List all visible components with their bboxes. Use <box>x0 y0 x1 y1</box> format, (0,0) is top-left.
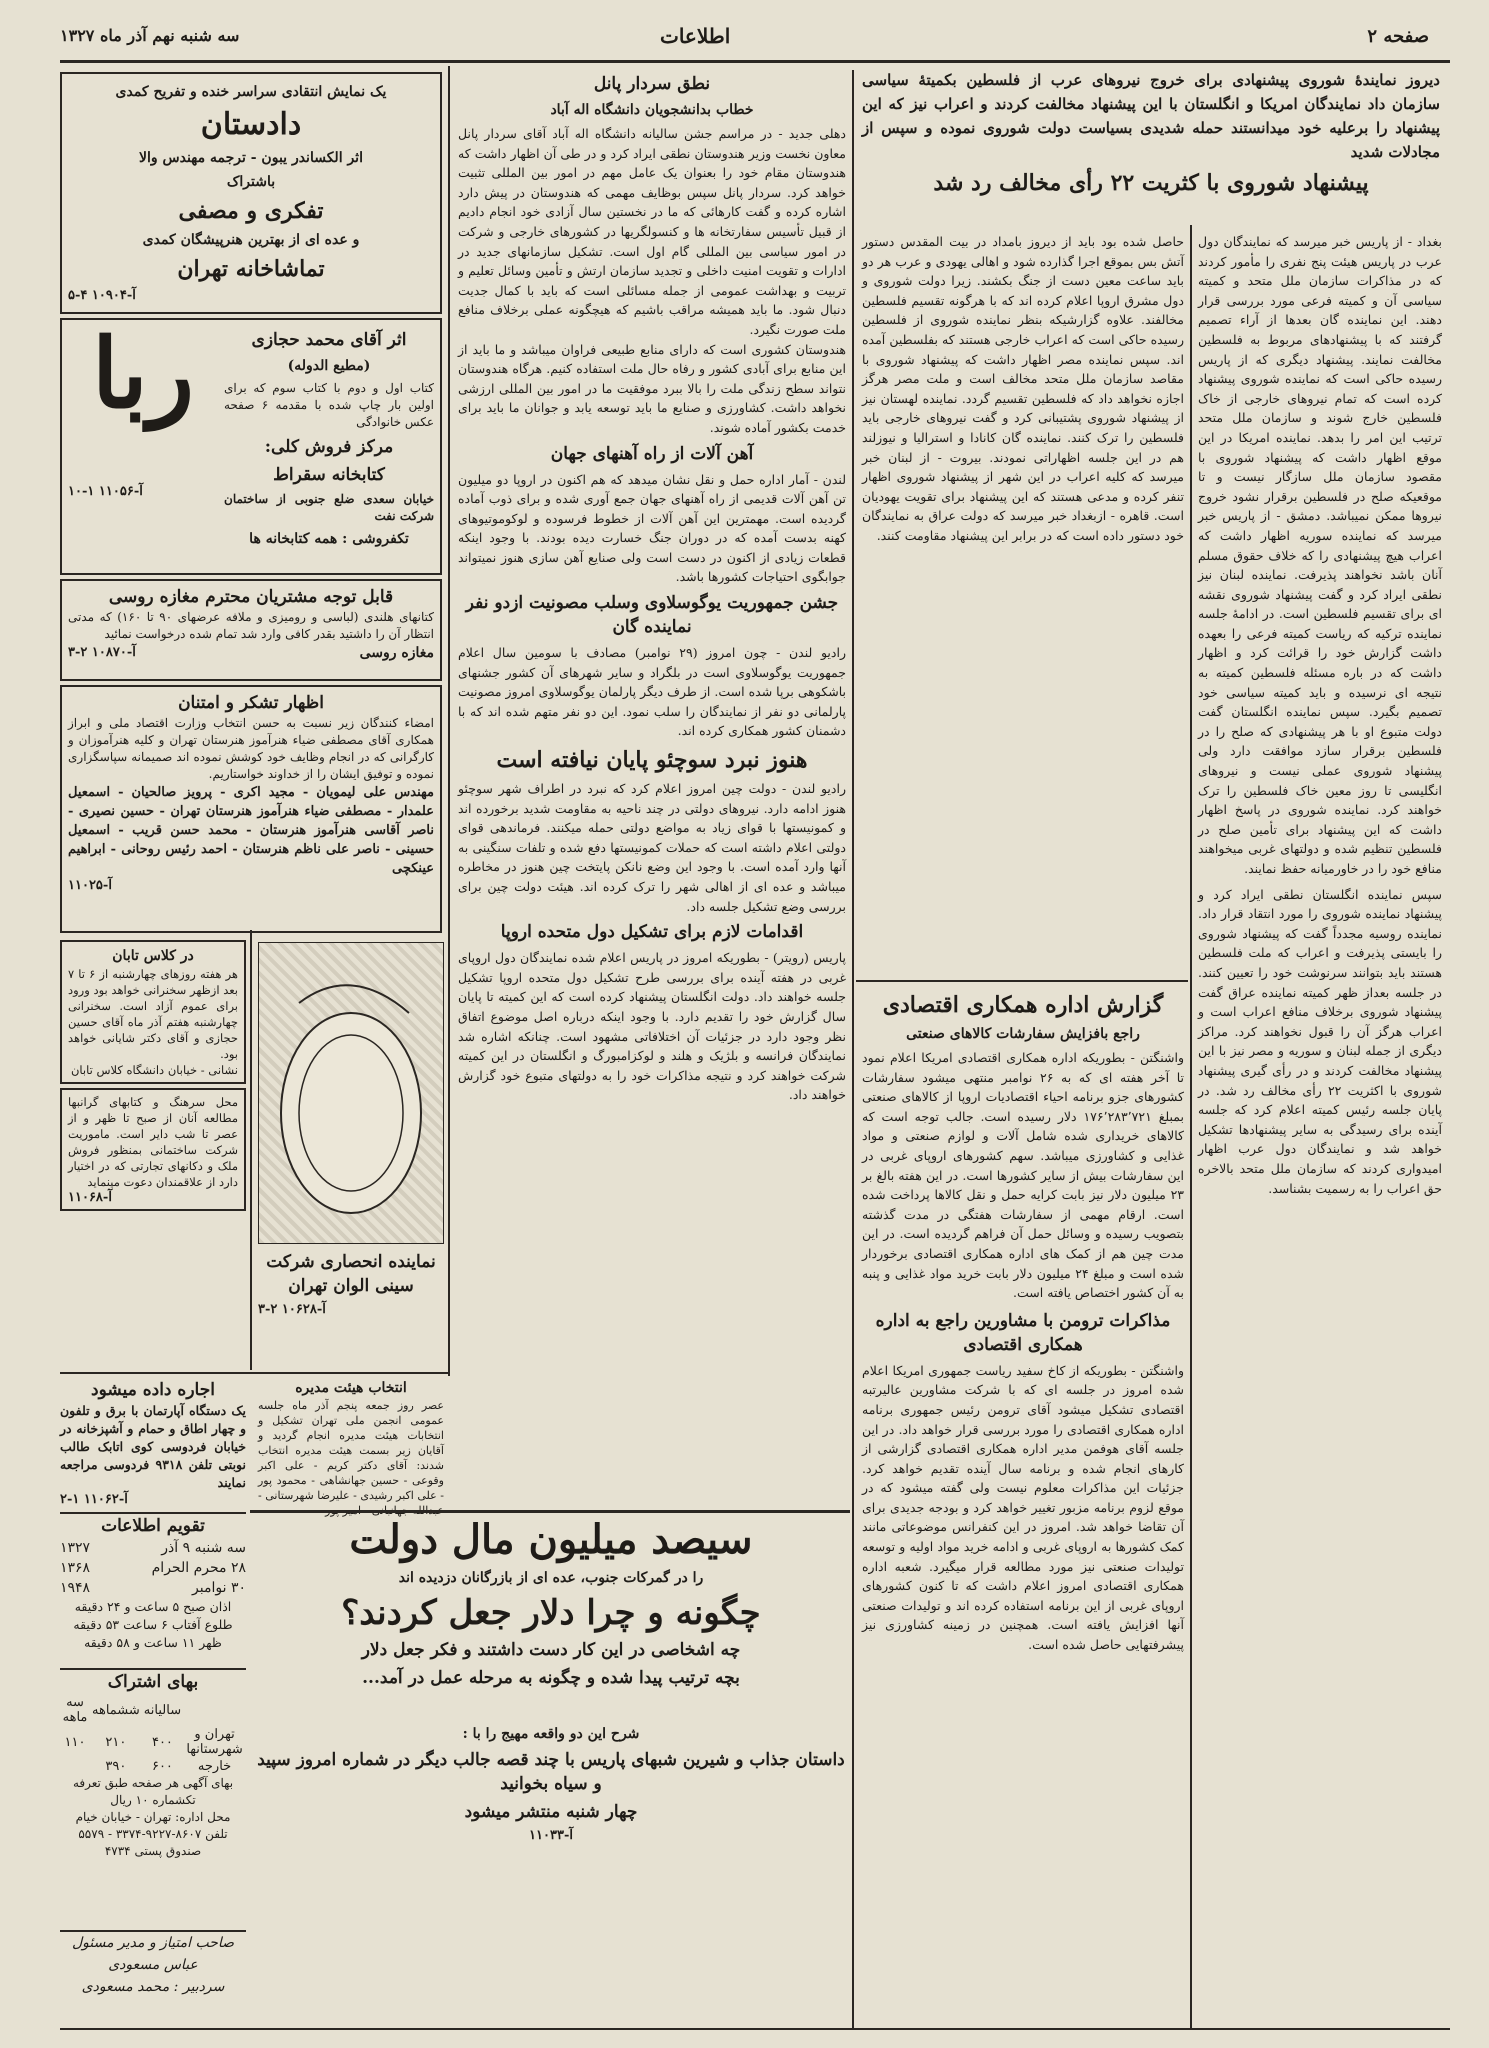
calendar-row-2 <box>60 1578 246 1598</box>
big-ad-code: آ-۱۱۰۳۳ <box>529 1828 573 1843</box>
econ-body: واشنگتن - بطوریکه اداره همکاری اقتصادی امریکا اعلام نمود تا آخر هفته ای که به ۲۶ نوامبر منتهی میشود سفارشات کشورهای جزو برنامه احیاء اقتصادیات اروپا از کالاهای صنعتی بمبلغ ۱۷۶٬۲۸۳٬۷۲۱ دلار رسیده است. جالب توجه است که کالاهای خریداری شده شامل آلات و لوازم صنعتی و مواد غذایی و کشاورزی میباشد. سهم کشورهای اروپای غربی در این سفارشات بیش از سایر کشورها است. در این هفته بالغ بر ۲۳ میلیون دلار نیز بابت کرایه حمل و نقل کالاها پرداخت شده است. ارقام مهمی از سفارشات هفتگی در مدت گذشته بتصویب رسیده و وسائل حمل آن فراهم گردیده است. در این مدت چین هم از کمک های اداره همکاری اقتصادی برخوردار شده است و مبلغ ۲۴ میلیون دلار بابت خرید مواد غذایی و پنبه به آن کشور اختصاص یافته است. <box>862 1050 1184 1301</box>
lead-headline: پیشنهاد شوروی با کثریت ۲۲ رأی مخالف رد شد <box>933 170 1369 196</box>
tray-illustration <box>258 942 444 1244</box>
subscription-row <box>60 1726 246 1758</box>
col-sep-2 <box>852 70 854 2030</box>
calendar-sunrise: طلوع آفتاب ۶ ساعت ۵۳ دقیقه <box>73 1617 233 1632</box>
sub-cell: ۳۹۰ <box>105 1759 127 1774</box>
col-sep-4 <box>250 930 252 1370</box>
right-body-1: بغداد - از پاریس خبر میرسد که نمایندگان دول عرب در پاریس هیئت پنج نفری را مأمور کردند که در مذاکرات سازمان ملل متحد و کمیته سیاسی آن و کمیته فرعی مورد بررسی قرار دهند. این نماینده گان بعدها از آراء تصمیم گرفتند که با پیشنهادهای مربوط به فلسطین مخالفت نمایند. پیشنهاد دیگری که از پاریس رسیده حاکی است که نماینده شوروی پیشنهاد کرده است که تمام نیروهای خارجی از خاک فلسطین خارج شوند و سازمان ملل متحد ترتیب این امر را بدهد. نماینده امریکا در این موقع اظهار داشت که پیشنهاد شوروی با مقصود سازمان ملل سازگار نیست و تا موقعیکه صلح در فلسطین برقرار نشود خروج نیروها ممکن نمیباشد. دمشق - از پاریس خبر میرسد که نماینده سوریه اظهار داشت که اعراب هیچ پیشنهادی را که خلاف حقوق مسلم آنان باشد نخواهند پذیرفت. نماینده لبنان نیز نطقی ایراد کرد و گفت پیشنهاد شوروی نقشه ای برای تقسیم فلسطین است. در ادامهٔ جلسه نماینده ترکیه که ریاست کمیته فرعی را بعهده داشت گزارش خود را قرائت کرد و اظهار داشت که در باره مسئله فلسطین کمیته به نتیجه ای نرسیده و باید کمیته سیاسی خود تصمیم بگیرد. سپس نماینده انگلستان گفت دولت متبوع او با هر پیشنهادی که صلح را در فلسطین برقرار سازد موافقت دارد ولی پیشنهاد شوروی عملی نیست و نیروهای انگلیسی تا روز معین خاک فلسطین را ترک خواهند کرد. نماینده شوروی در پاسخ اظهار داشت که این پیشنهاد برای تأمین صلح در فلسطین تنظیم شده و دولتهای غربی میخواهند منافع خود را در خاورمیانه حفظ نمایند. <box>1198 234 1442 876</box>
mid-body-4: رادیو لندن - دولت چین امروز اعلام کرد که نبرد در اطراف شهر سوچئو هنوز ادامه دارد. نیروهای دولتی در چند ناحیه به مقاومت شدید برخورده اند و کمونیستها با قوای زیاد به مواضع دولتی حمله میکنند. فرماندهی قوای دولتی اعلام داشته است که حملات کمونیستها دفع شده و تلفات سنگینی به آنها وارد آمده است. با وجود این وضع نانکن پایتخت چین هنوز در مخاطره میباشد و عده ای از اهالی شهر را ترک کرده اند. هیئت دولت چین برای بررسی وضع تشکیل جلسه داد. <box>458 781 846 914</box>
ad-reba-center: کتابخانه سقراط <box>273 465 385 485</box>
calendar-noon: ظهر ۱۱ ساعت و ۵۸ دقیقه <box>84 1635 222 1650</box>
ad-dadestan <box>60 72 442 314</box>
page-number: صفحه ۲ <box>1367 26 1429 47</box>
page-bottom-rule <box>60 2028 1450 2030</box>
ad-reba-publisher: (مطیع الدوله) <box>287 358 371 374</box>
lead-intro: دیروز نمایندهٔ شوروی پیشنهادی برای خروج نیروهای عرب از فلسطین بکمیتهٔ سیاسی سازمان داد نمایندگان امریکا و انگلستان با این پیشنهاد مخالفت کردند و اعراب نیز که این پیشنهاد را برعلیه خود میدانستند حمله شدیدی بسیاست دولت شوروی نموده و سپس از مجادلات شدید <box>862 71 1440 161</box>
subscription-row <box>60 1758 246 1775</box>
ad-notice-body: محل سرهنگ و کتابهای گرانبها مطالعه آنان از صبح تا ظهر و از عصر تا شب دایر است. ماموریت شرکت ساختمانی بمنظور فروش ملک و دکانهای تجارتی که در اختیار دارد از علاقمندان دعوت مینماید <box>68 1095 238 1189</box>
ad-reba-text <box>224 324 434 569</box>
big-ad-line2: بچه ترتیب پیدا شده و چگونه به مرحله عمل در آمد... <box>362 1668 740 1688</box>
calendar-label: ۳۰ نوامبر <box>192 1580 246 1596</box>
subscription-table <box>60 1694 246 1775</box>
right-body-2: سپس نماینده انگلستان نطقی ایراد کرد و پیشنهاد نماینده شوروی را مورد انتقاد قرار داد. نماینده روسیه مجدداً گفت که پیشنهاد شوروی را بایستی پذیرفت و اعراب که ملت فلسطین هستند باید بتوانند سرنوشت خود را تعیین کنند. در جلسه بعداز ظهر کمیته نماینده عراق گفت پیشنهاد شوروی برخلاف منافع اعراب است و اعراب هرگز آن را قبول نخواهند کرد. مراکز دیگری از جمله لبنان و سوریه و مصر نیز با این پیشنهاد مخالفت کردند و در رأی گیری پیشنهاد شوروی با اکثریت ۲۲ رأی مخالف رد شد. در پایان جلسه رئیس کمیته اعلام کرد که جلسه آینده برای رسیدگی به سایر پیشنهادها تشکیل خواهد شد و نمایندگان دول عرب اظهار امیدواری کردند که سازمان ملل متحد بالاخره حق اعراب را به رسمیت بشناسد. <box>1198 886 1443 1196</box>
middle-column <box>458 68 846 1378</box>
sub-cell: خارجه <box>197 1759 232 1774</box>
ad-director-body: عصر روز جمعه پنجم آذر ماه جلسه عمومی انجمن ملی تهران تشکیل و انتخابات هیئت مدیره انجام گردید و آقایان زیر بسمت هیئت مدیره انتخاب شدند: آقای دکتر کریم - علی اکبر وقوعی - حسین جهانشاهی - محمود پور - علی اکبر رشیدی - علیرضا شهرستانی - <box>258 1399 444 1502</box>
ad-director-title: انتخاب هیئت مدیره <box>295 1380 407 1396</box>
sub-header-cell: سه ماهه <box>62 1695 88 1725</box>
ad-dadestan-actors: تفکری و مصفی <box>178 198 324 224</box>
calendar <box>60 1512 246 1664</box>
ad-classes-title: در کلاس تابان <box>112 948 194 964</box>
ad-dadestan-title: دادستان <box>200 107 302 142</box>
ad-reba-logo: ربا <box>91 317 195 430</box>
subscription-tel: تلفن ۸۶۰۷-۹۲۲۷-۳۳۷۴ - ۵۵۷۹ <box>78 1827 228 1841</box>
econ-article <box>862 986 1184 2026</box>
mid-subhead-1: خطاب بدانشجویان دانشگاه اله آباد <box>550 102 754 118</box>
ad-dadestan-code: آ-۱۰۹۰۴ ۴-۵ <box>68 288 136 303</box>
subscription-addr: محل اداره: تهران - خیابان خیام <box>75 1810 231 1824</box>
sub-header-cell <box>183 1694 246 1726</box>
calendar-title: تقویم اطلاعات <box>101 1516 205 1536</box>
ad-reba <box>60 318 442 575</box>
calendar-azan: اذان صبح ۵ ساعت و ۲۴ دقیقه <box>74 1599 232 1614</box>
ad-notice-code: آ-۱۱۰۶۸ <box>68 1190 112 1205</box>
second-body: حاصل شده بود باید از دیروز بامداد در بیت المقدس دستور آتش بس بموقع اجرا گذارده شود و اهالی یهودی و عرب هر دو باید ساعت معین دست از جنگ بکشند. زیرا دولت شوروی و دول مشرق اروپا اعلام کرده اند که با هرگونه تقسیم فلسطین مخالفند. علاوه گزارشیکه بنظر نماینده شوروی از فلسطین رسیده حاکی است که اعراب خارجی هستند که بفلسطین آمده اند. سپس نماینده مصر اظهار داشت که پیشنهاد شوروی با مقاصد سازمان ملل متحد مخالف است و ملت مصر هرگز اجازه نخواهد داد که فلسطین تقسیم گردد. نماینده لهستان نیز از پیشنهاد شوروی پشتیبانی کرد و گفت نیروهای خارجی باید فلسطین را ترک کنند. نماینده گان کانادا و استرالیا و نیوزلند هم در این جلسه اظهاراتی نمودند. بیروت - از لبنان خبر میرسد که کلیه اعراب در این شهر از پیشنهاد شوروی اظهار تنفر کرده و مدعی هستند که این پیشنهاد برای تقویت یهودیان است. قاهره - ازبغداد خبر میرسد که دولت عراق به نمایندگان خود دستور داده است که در برابر این پیشنهاد مقاومت کنند. <box>862 234 1184 543</box>
ad-director <box>258 1378 444 1508</box>
ad-reba-code: آ-۱۱۰۵۶ ۱-۱۰ <box>68 484 143 499</box>
ad-reba-retail: تکفروشی : همه کتابخانه ها <box>249 531 409 547</box>
ad-illus-caption: نماینده انحصاری شرکت سینی الوان تهران <box>266 1252 436 1296</box>
big-ad-kicker: را در گمرکات جنوب، عده ای از بازرگانان دزدیده اند <box>398 1570 704 1586</box>
subscription-pobox: صندوق پستی ۴۷۳۴ <box>104 1844 202 1858</box>
big-ad-line4: داستان جذاب و شیرین شبهای پاریس با چند قصه جالب دیگر در شماره امروز سپید و سیاه بخوانید <box>257 1750 845 1794</box>
ad-thanks <box>60 685 442 933</box>
calendar-value: ۱۳۶۸ <box>60 1560 91 1576</box>
ad-rent <box>60 1378 246 1508</box>
signature-block <box>60 1930 246 2012</box>
mid-headline-4: هنوز نبرد سوچئو پایان نیافته است <box>496 747 808 774</box>
ad-russian <box>60 579 442 681</box>
calendar-label: سه شنبه ۹ آذر <box>161 1540 246 1556</box>
subscription-header <box>60 1694 246 1726</box>
ad-dadestan-venue: تماشاخانه تهران <box>177 256 325 282</box>
sub-cell <box>60 1758 90 1775</box>
sub-cell: ۶۰۰ <box>151 1759 173 1774</box>
ad-classes-body: هر هفته روزهای چهارشنبه از ۶ تا ۷ بعد ازظهر سخنرانی خواهد بود ورود برای عموم آزاد است. سخنرانی چهارشنبه هفتم آذر ماه آقای حسین حجازی و آقای دکتر شایانی خواهد بود. <box>68 967 238 1061</box>
signature-editor: سردبیر : محمد مسعودی <box>81 1979 225 1995</box>
sub-cell: ۲۱۰ <box>105 1734 127 1750</box>
econ-subhead: راجع بافزایش سفارشات کالاهای صنعتی <box>906 1026 1140 1042</box>
calendar-value: ۱۹۴۸ <box>60 1580 91 1596</box>
paper-name: اطلاعات <box>660 24 731 48</box>
right-column-body <box>1198 232 1442 2022</box>
mid-body-5: پاریس (رویتر) - بطوریکه امروز در پاریس اعلام شده نمایندگان دول اروپای غربی در هفته آینده برای بررسی طرح تشکیل دول متحده اروپا تشکیل جلسه خواهند داد. دولت انگلستان پیشنهاد کرده است که این کمیته تا پایان سال گزارش خود را تقدیم دارد. با وجود اینکه درباره اصل موضوع اتفاق نظر وجود دارد در جزئیات آن اختلافاتی مشهود است. چنانکه اشاره شد نمایندگان فرانسه و بلژیک و هلند و لوکزامبورگ و انگلستان در این کمیته شرکت خواهند کرد و نتیجه مذاکرات خود را به دولتهای متبوع خود گزارش خواهند داد. <box>458 950 846 1103</box>
econ-rule <box>856 980 1188 982</box>
ad-rent-body: یک دستگاه آپارتمان با برق و تلفون و چهار اطاق و حمام و آشپزخانه در خیابان فردوسی کوی اتابک طالب نوبتی تلفن ۹۳۱۸ فردوسی مراجعه نمایند <box>60 1403 246 1490</box>
subscription-title: بهای اشتراک <box>107 1672 199 1692</box>
mid-body-3: رادیو لندن - چون امروز (۲۹ نوامبر) مصادف با سومین سال اعلام جمهوریت یوگوسلاوی است در بلگراد و سایر شهرهای آن کشور جشنهای باشکوهی برپا شده است. از طرف دیگر پارلمان یوگوسلاوی امروز مصونیت پارلمانی دو نفر از نمایندگان را سلب نمود. این دو نفر متهم شده اند که با دشمنان کشور همکاری کرده اند. <box>458 645 846 739</box>
calendar-row-0 <box>60 1538 246 1558</box>
col-sep-1 <box>448 66 450 1376</box>
issue-date: سه شنبه نهم آذر ماه ۱۳۲۷ <box>60 26 240 45</box>
subscription-note: بهای آگهی هر صفحه طبق تعرفه تکشماره ۱۰ ریال <box>72 1776 234 1807</box>
big-ad-lower <box>256 1720 846 1880</box>
big-ad <box>256 1516 846 1716</box>
ad-thanks-title: اظهار تشکر و امتنان <box>178 693 324 713</box>
second-column-body <box>862 232 1184 977</box>
mid-headline-3: جشن جمهوریت یوگوسلاوی وسلب مصونیت ازدو نفر نماینده گان <box>465 593 839 638</box>
ad-reba-center-label: مرکز فروش کلی: <box>264 437 394 457</box>
ad-russian-footer: مغازه روسی <box>359 645 434 661</box>
big-ad-question: چگونه و چرا دلار جعل کردند؟ <box>341 1593 761 1633</box>
ad-notice <box>60 1088 246 1211</box>
lead-article <box>862 68 1440 228</box>
ad-dadestan-line2: اثر الکساندر یبون - ترجمه مهندس والا <box>139 150 363 166</box>
ad-russian-footer-row <box>68 643 434 663</box>
ad-reba-address: خیابان سعدی ضلع جنوبی از ساختمان شرکت نفت <box>224 492 434 523</box>
ad-rent-title: اجاره داده میشود <box>91 1380 215 1400</box>
ad-dadestan-line4: و عده ای از بهترین هنرپیشگان کمدی <box>142 232 360 248</box>
mid-headline-2: آهن آلات از راه آهنهای جهان <box>550 443 754 464</box>
econ-body-2: واشنگتن - بطوریکه از کاخ سفید ریاست جمهوری امریکا اعلام شده امروز در جلسه ای که با شرکت مشاورین عالیرتبه اقتصادی تشکیل میشود آقای ترومن رئیس جمهوری برنامه اداره همکاری اقتصادی را مورد بررسی قرار خواهد داد. در این جلسه آقای هوفمن مدیر اداره همکاری اقتصادی گزارشی از کارهای انجام شده و برنامه سال آینده تقدیم خواهد کرد. جزئیات این مذاکرات معلوم نیست ولی گفته میشود که در موقع لزوم برنامه مزبور تغییر خواهد کرد و بودجه جدیدی برای آن تقاضا خواهد شد. امروز در این کنفرانس موضوعاتی مانند کمک کشورها به اروپای غربی و ادامه خرید مواد اولیه و توسعه تولیدات صنعتی نیز مورد مطالعه قرار میگیرد. شعبه اداره همکاری اقتصادی امروز اعلام داشت که تا کنون کشورهای اروپای غربی از این برنامه استفاده کرده اند و تولیدات صنعتی آنها افزایش یافته است. همچنین در زمینه کشاورزی نیز پیشرفتهایی حاصل شده است. <box>862 1362 1184 1653</box>
big-ad-rule-top <box>250 1510 850 1513</box>
sub-cell: ۴۰۰ <box>151 1734 173 1750</box>
big-ad-line3: شرح این دو واقعه مهیج را با : <box>462 1726 640 1742</box>
ad-dadestan-line1: یک نمایش انتقادی سراسر خنده و تفریح کمدی <box>115 84 387 100</box>
ad-dadestan-line3: باشتراک <box>226 174 276 190</box>
signature-owner: صاحب امتیاز و مدیر مسئول عباس مسعودی <box>71 1935 235 1973</box>
sub-header-cell: سالیانه <box>143 1702 182 1718</box>
mid-body-1: دهلی جدید - در مراسم جشن سالیانه دانشگاه اله آباد آقای سردار پانل معاون نخست وزیر هندوستان نطقی ایراد کرد و در طی آن اظهار داشت که هندوستان مقام خود را بعنوان یک عامل مهم در امور بین المللی تثبیت خواهد کرد. سردار پانل سپس بوظایف مهمی که هندوستان در پیش دارد اشاره کرده و گفت کارهائی که ما در نخستین سال آزادی خود انجام دادیم از قبیل تأسیس سفارتخانه ها و کنسولگریها در کشورهای خارجی و شرکت در امور سیاسی بین المللی گام اول است. تشکیل سازمانهای جدید در ادارات و تقویت امنیت داخلی و تجدید سازمان ارتش و تأمین وسائل تعلیم و تربیت و بهداشت عمومی از جمله مسائلی است که باید با کمال جدیت دنبال شود. ما باید همیشه مراقب باشیم که هیچگونه عملی برخلاف منافع ملت صورت نگیرد. <box>458 126 846 337</box>
ad-russian-title: قابل توجه مشتریان محترم مغازه روسی <box>108 587 394 607</box>
ad-thanks-code: آ-۱۱۰۲۵ <box>68 878 112 893</box>
ad-thanks-names: مهندس علی لیمویان - مجید اکری - پرویز صالحیان - اسمعیل علمدار - مصطفی ضیاء هنرآموز هنرستان تهران - حسین نصیری - ناصر آقاسی هنرآموز هنرستان - محمد حسن قریب - اسمعیل حسینی - ناصر علی ناظم هنرستان - احمد رئیس روحانی - ابراهیم عینکچی <box>68 785 434 876</box>
econ-subhead-2: مذاکرات ترومن با مشاورین راجع به اداره همکاری اقتصادی <box>875 1310 1171 1355</box>
ad-russian-code: آ-۱۰۸۷۰ ۲-۳ <box>68 645 136 660</box>
econ-headline: گزارش اداره همکاری اقتصادی <box>882 992 1164 1018</box>
calendar-value: ۱۳۲۷ <box>60 1540 91 1556</box>
sub-header-cell: ششماهه <box>92 1702 140 1718</box>
ad-reba-logo-wrap <box>68 317 218 569</box>
ad-rent-code: آ-۱۱۰۶۲ ۱-۲ <box>60 1492 128 1507</box>
ad-illustration <box>258 936 444 1366</box>
ad-thanks-body: امضاء کنندگان زیر نسبت به حسن انتخاب وزارت اقتصاد ملی و ابراز همکاری آقای مصطفی ضیاء هنرآموز هنرستان تهران و کلیه هنرآموزان و کارگرانی که در انجام وظایف خود کوشش نموده اند صمیمانه سپاسگزاری نموده و توفیق ایشان را از خداوند خواستاریم. <box>68 716 434 781</box>
sub-cell: ۱۱۰ <box>64 1734 86 1750</box>
ad-illus-code: آ-۱۰۶۲۸ ۲-۳ <box>258 1302 326 1317</box>
ad-russian-body: کتانهای هلندی (لباسی و رومیزی و ملافه عرضهای ۹۰ تا ۱۶۰) که مدتی انتظار آن را داشتید بقدر کافی وارد شد تمام شده درخواست نمائید <box>68 610 434 641</box>
big-ad-line5: چهار شنبه منتشر میشود <box>464 1802 638 1822</box>
mid-body-2: لندن - آمار اداره حمل و نقل نشان میدهد که هم اکنون در اروپا دو میلیون تن آهن آلات قدیمی از راه آهنهای جهان جمع آوری شده و برای ذوب آماده گردیده است. مهمترین این آهن آلات از خطوط فرسوده و لوکوموتیوهای کهنه بدست آمده که در دوران جنگ خسارت دیده بودند. با وجود اینکه قطعات زیادی از اکنون در دست است ولی صنایع آهن سازی هنوز نمیتواند جوابگوی احتیاجات کشورها باشد. <box>458 471 846 585</box>
subscription <box>60 1668 246 1920</box>
calendar-row-1 <box>60 1558 246 1578</box>
ad-classes <box>60 940 246 1084</box>
left-small-ads <box>60 936 246 1366</box>
big-ad-line1: چه اشخاصی در این کار دست داشتند و فکر جعل دلار <box>361 1640 741 1660</box>
mid-headline-5: اقدامات لازم برای تشکیل دول متحده اروپا <box>500 922 804 943</box>
calendar-label: ۲۸ محرم الحرام <box>151 1560 246 1576</box>
rent-rule <box>60 1372 448 1374</box>
left-ads-top <box>60 68 442 930</box>
tray-drawing <box>259 943 443 1241</box>
big-ad-title: سیصد میلیون مال دولت <box>349 1516 753 1563</box>
masthead-rule <box>60 60 1450 63</box>
ad-classes-addr: نشانی - خیابان دانشگاه کلاس تابان <box>70 1063 238 1077</box>
sub-cell: تهران و شهرستانها <box>186 1727 243 1757</box>
mid-body-1b: هندوستان کشوری است که دارای منابع طبیعی فراوان میباشد و ما باید از این منابع برای آبادی کشور و رفاه حال ملت استفاده کنیم. هرگاه هندوستان نتواند سطح زندگی ملت را بالا ببرد موفقیت ما در امور بین المللی ارزشی نخواهد داشت. کشاورزی و صنایع ما باید توسعه یابد و جوانان ما باید برای خدمت بکشور آماده شوند. <box>458 341 846 435</box>
ad-reba-author: اثر آقای محمد حجازی <box>251 330 407 350</box>
mid-headline-1: نطق سردار پانل <box>593 74 711 94</box>
col-sep-3 <box>1190 225 1192 2030</box>
ad-reba-desc: کتاب اول و دوم با کتاب سوم که برای اولین بار چاپ شده با مقدمه ۶ صفحه عکس خانوادگی <box>224 381 434 429</box>
